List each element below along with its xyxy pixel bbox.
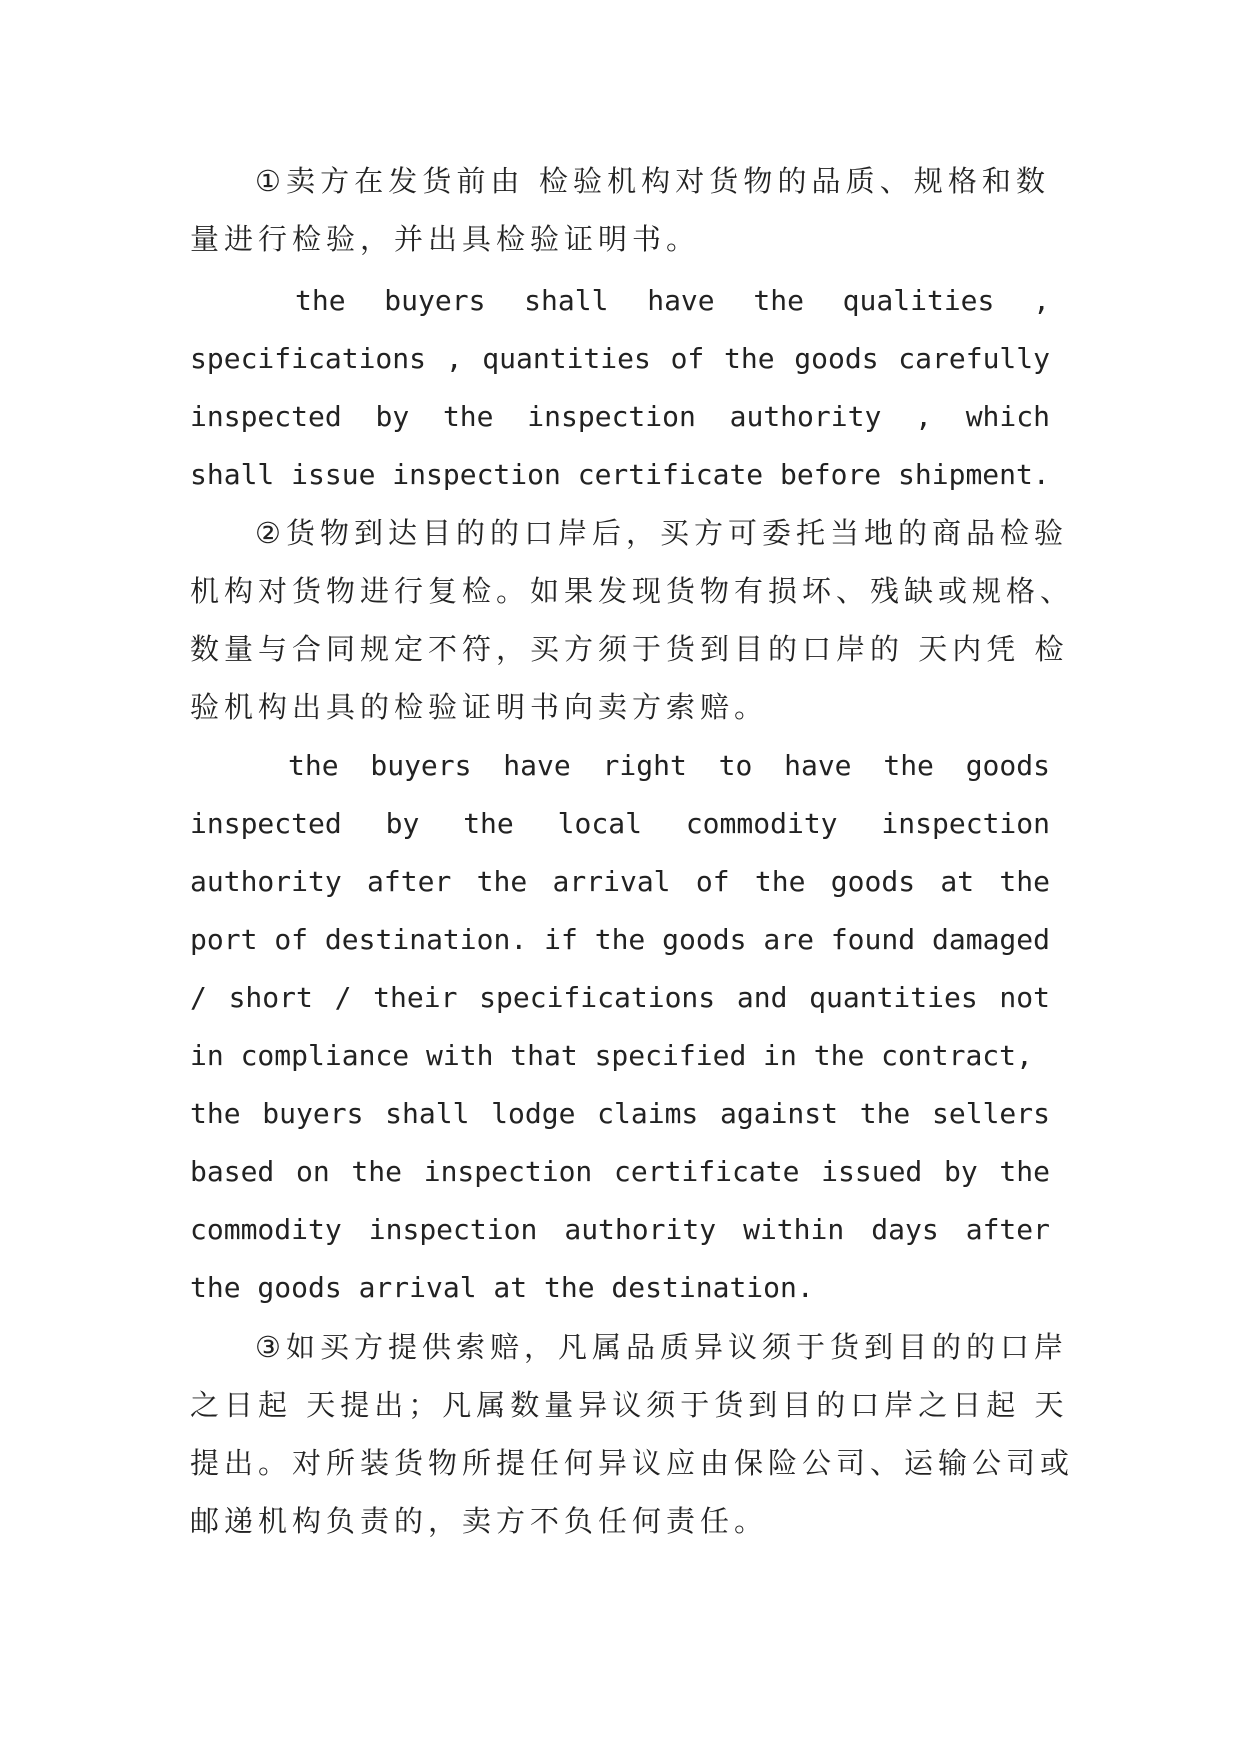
paragraph-line: the goods arrival at the destination. bbox=[190, 1271, 814, 1304]
paragraph-line: shall issue inspection certificate before shipment. bbox=[190, 458, 1050, 491]
paragraph-line: the buyers shall have the qualities , bbox=[295, 284, 1050, 317]
paragraph-line: / short / their specifications and quantities not bbox=[190, 981, 1050, 1014]
paragraph-line: the buyers shall lodge claims against the sellers bbox=[190, 1097, 1050, 1130]
paragraph-line: authority after the arrival of the goods at the bbox=[190, 865, 1050, 898]
paragraph-line: in compliance with that specified in the contract, bbox=[190, 1039, 1033, 1072]
paragraph-line: ②货物到达目的的口岸后，买方可委托当地的商品检验 bbox=[255, 516, 1068, 550]
paragraph-line: 邮递机构负责的，卖方不负任何责任。 bbox=[190, 1504, 769, 1538]
paragraph-line: inspected by the inspection authority , which bbox=[190, 400, 1050, 433]
paragraph-line: 验机构出具的检验证明书向卖方索赔。 bbox=[190, 690, 769, 724]
paragraph-line: 提出。对所装货物所提任何异议应由保险公司、运输公司或 bbox=[190, 1446, 1075, 1480]
paragraph-line: commodity inspection authority within days after bbox=[190, 1213, 1050, 1246]
paragraph-line: ③如买方提供索赔，凡属品质异议须于货到目的的口岸 bbox=[255, 1330, 1068, 1364]
paragraph-line: 机构对货物进行复检。如果发现货物有损坏、残缺或规格、 bbox=[190, 574, 1075, 608]
paragraph-line: inspected by the local commodity inspection bbox=[190, 807, 1050, 840]
paragraph-line: ①卖方在发货前由 检验机构对货物的品质、规格和数 bbox=[255, 164, 1050, 198]
paragraph-line: 量进行检验，并出具检验证明书。 bbox=[190, 222, 701, 256]
paragraph-line: specifications , quantities of the goods carefully bbox=[190, 342, 1050, 375]
paragraph-line: port of destination. if the goods are found damaged bbox=[190, 923, 1050, 956]
paragraph-line: the buyers have right to have the goods bbox=[288, 749, 1050, 782]
paragraph-line: 数量与合同规定不符，买方须于货到目的口岸的 天内凭 检 bbox=[190, 632, 1069, 666]
paragraph-line: 之日起 天提出；凡属数量异议须于货到目的口岸之日起 天 bbox=[190, 1388, 1069, 1422]
paragraph-line: based on the inspection certificate issued by the bbox=[190, 1155, 1050, 1188]
